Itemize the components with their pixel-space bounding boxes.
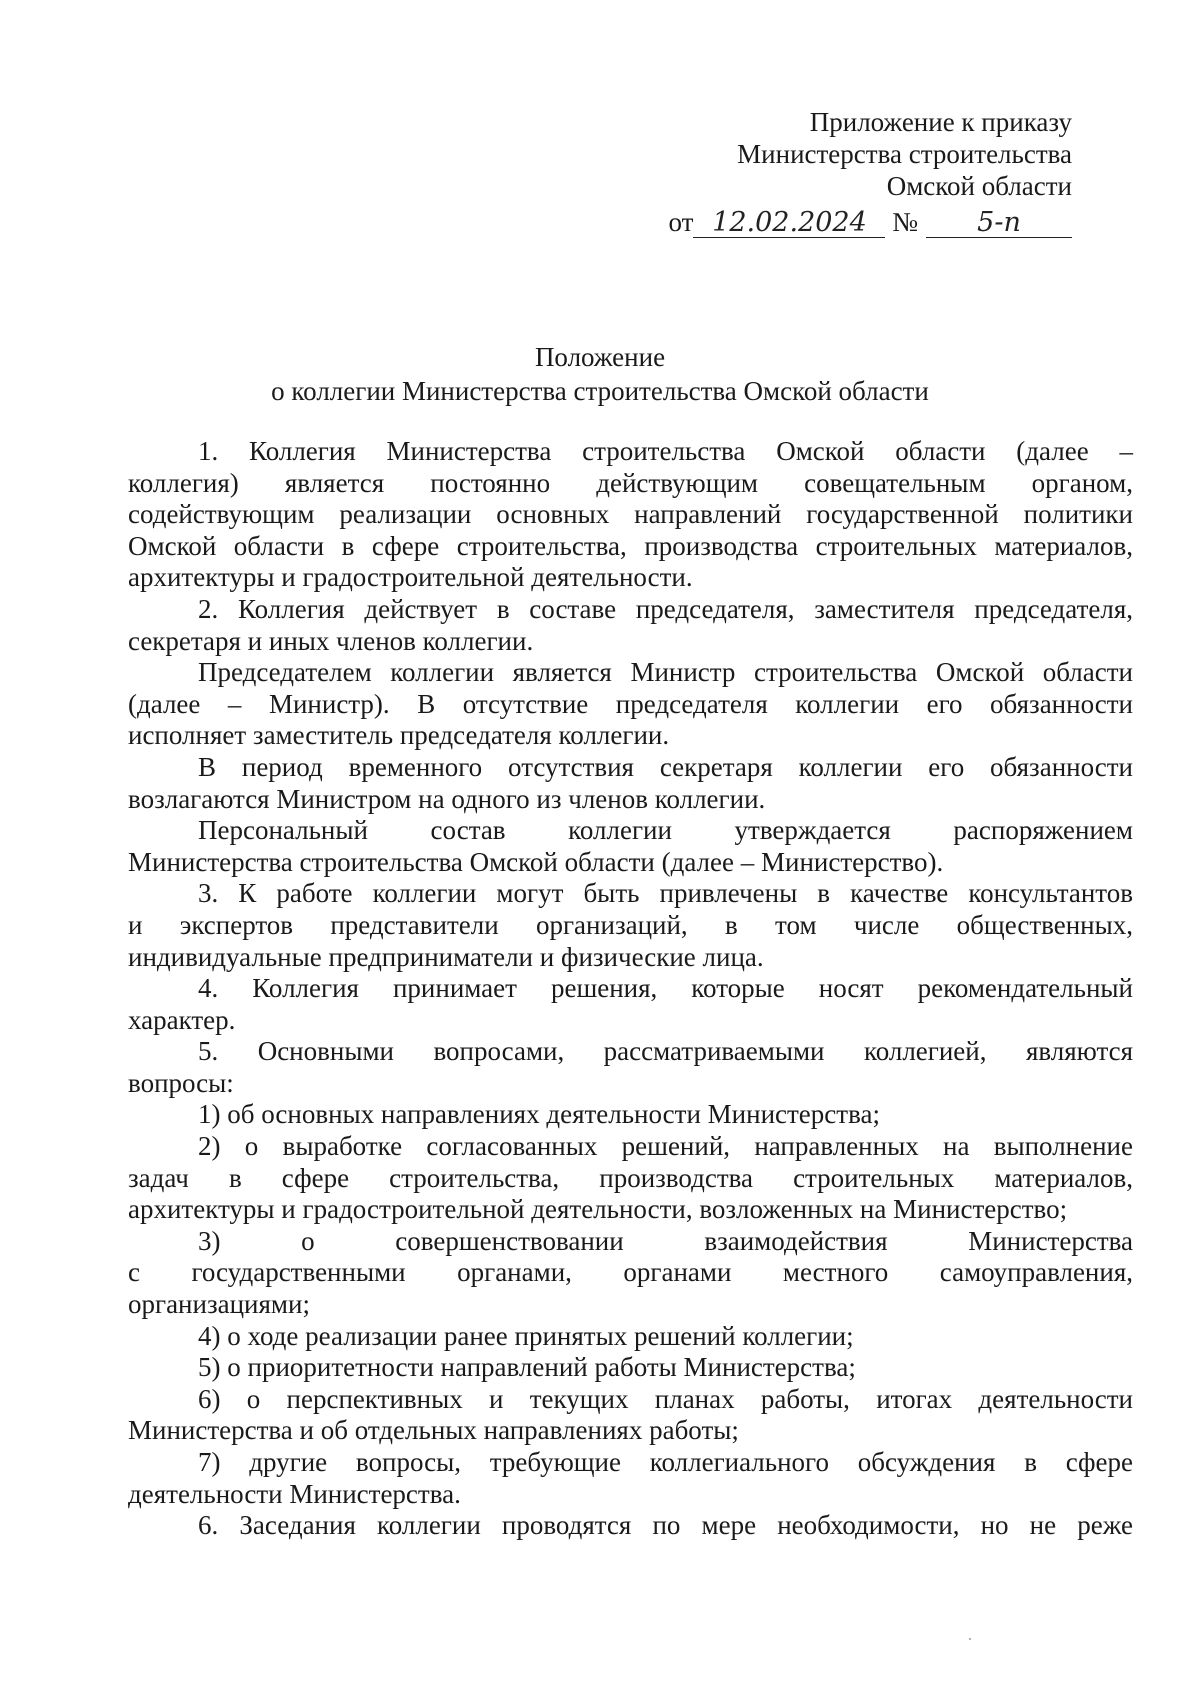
list-item-1 — [128, 1099, 1133, 1131]
text-line: 1. Коллегия Министерства строительства Омской области (далее – — [198, 436, 1133, 466]
text-line: исполняет заместитель председателя коллегии. — [128, 720, 670, 751]
text-line: 4. Коллегия принимает решения, которые носят рекомендательный — [198, 973, 1133, 1004]
handwritten-number: 5-п — [926, 209, 1072, 238]
text-line: и экспертов представители организаций, в том числе общественных, — [128, 909, 1133, 940]
text-line: 3. К работе коллегии могут быть привлечены в качестве консультантов — [198, 878, 1133, 909]
text-line: (далее – Министр). В отсутствие председателя коллегии его обязанности — [128, 688, 1133, 719]
text-line: секретаря и иных членов коллегии. — [128, 625, 534, 656]
title-line-1: Положение — [534, 342, 666, 372]
text-line: 5. Основными вопросами, рассматриваемыми коллегией, являются — [198, 1036, 1133, 1067]
text-line: содействующим реализации основных направлений государственной политики — [128, 499, 1133, 530]
list-item-6 — [128, 1384, 1133, 1447]
list-item-3 — [128, 1226, 1133, 1321]
text-line: 2. Коллегия действует в составе председателя, заместителя председателя, — [198, 593, 1133, 624]
paragraph-3 — [128, 657, 1133, 752]
text-line: коллегия) является постоянно действующим совещательным органом, — [128, 467, 1133, 498]
text-line: 4) о ходе реализации ранее принятых решений коллегии; — [198, 1320, 854, 1351]
list-item-2 — [128, 1131, 1133, 1226]
text-line: с государственными органами, органами местного самоуправления, — [128, 1257, 1133, 1288]
list-item-4 — [128, 1321, 1133, 1353]
paragraph-7 — [128, 973, 1133, 1036]
text-line: Председателем коллегии является Министр строительства Омской области — [198, 657, 1133, 688]
text-line: деятельности Министерства. — [128, 1478, 461, 1509]
document-body — [128, 436, 1133, 1542]
from-label: от — [668, 207, 694, 237]
paragraph-9 — [128, 1510, 1133, 1542]
text-line: В период временного отсутствия секретаря коллегии его обязанности — [198, 751, 1133, 782]
paragraph-2 — [128, 594, 1133, 657]
text-line: Персональный состав коллегии утверждается распоряжением — [198, 815, 1133, 846]
text-line: возлагаются Министром на одного из членов коллегии. — [128, 783, 766, 814]
header-line-3: Омской области — [886, 171, 1072, 201]
document-title — [0, 340, 1200, 408]
header-line-2: Министерства строительства — [737, 139, 1072, 169]
text-line: 6. Заседания коллегии проводятся по мере необходимости, но не реже — [198, 1510, 1133, 1541]
text-line: 5) о приоритетности направлений работы Министерства; — [198, 1352, 856, 1383]
paragraph-1 — [128, 436, 1133, 594]
text-line: архитектуры и градостроительной деятельности. — [128, 562, 693, 593]
number-label: № — [892, 207, 918, 237]
text-line: организациями; — [128, 1289, 310, 1320]
paragraph-4 — [128, 752, 1133, 815]
scan-speck — [969, 1638, 971, 1640]
text-line: Министерства строительства Омской области (далее – Министерство). — [128, 846, 944, 877]
text-line: 2) о выработке согласованных решений, направленных на выполнение — [198, 1131, 1133, 1162]
text-line: вопросы: — [128, 1067, 234, 1098]
paragraph-6 — [128, 878, 1133, 973]
handwritten-date: 12.02.2024 — [693, 209, 885, 238]
paragraph-8 — [128, 1036, 1133, 1099]
text-line: индивидуальные предприниматели и физические лица. — [128, 941, 764, 972]
text-line: 7) другие вопросы, требующие коллегиального обсуждения в сфере — [198, 1447, 1133, 1477]
text-line: 1) об основных направлениях деятельности Министерства; — [198, 1099, 880, 1130]
header-line-1: Приложение к приказу — [809, 107, 1072, 137]
appendix-header — [669, 106, 1072, 238]
text-line: задач в сфере строительства, производства строительных материалов, — [128, 1162, 1133, 1193]
paragraph-5 — [128, 815, 1133, 878]
list-item-7 — [128, 1447, 1133, 1510]
text-line: 6) о перспективных и текущих планах работы, итогах деятельности — [198, 1383, 1133, 1414]
text-line: Министерства и об отдельных направлениях работы; — [128, 1415, 739, 1446]
list-item-5 — [128, 1352, 1133, 1384]
order-date-number-line — [669, 206, 1072, 238]
text-line: архитектуры и градостроительной деятельности, возложенных на Министерство; — [128, 1194, 1068, 1225]
text-line: 3) о совершенствовании взаимодействия Министерства — [198, 1225, 1133, 1256]
title-line-2: о коллегии Министерства строительства Омской области — [271, 376, 929, 406]
text-line: Омской области в сфере строительства, производства строительных материалов, — [128, 530, 1133, 561]
text-line: характер. — [128, 1004, 236, 1035]
